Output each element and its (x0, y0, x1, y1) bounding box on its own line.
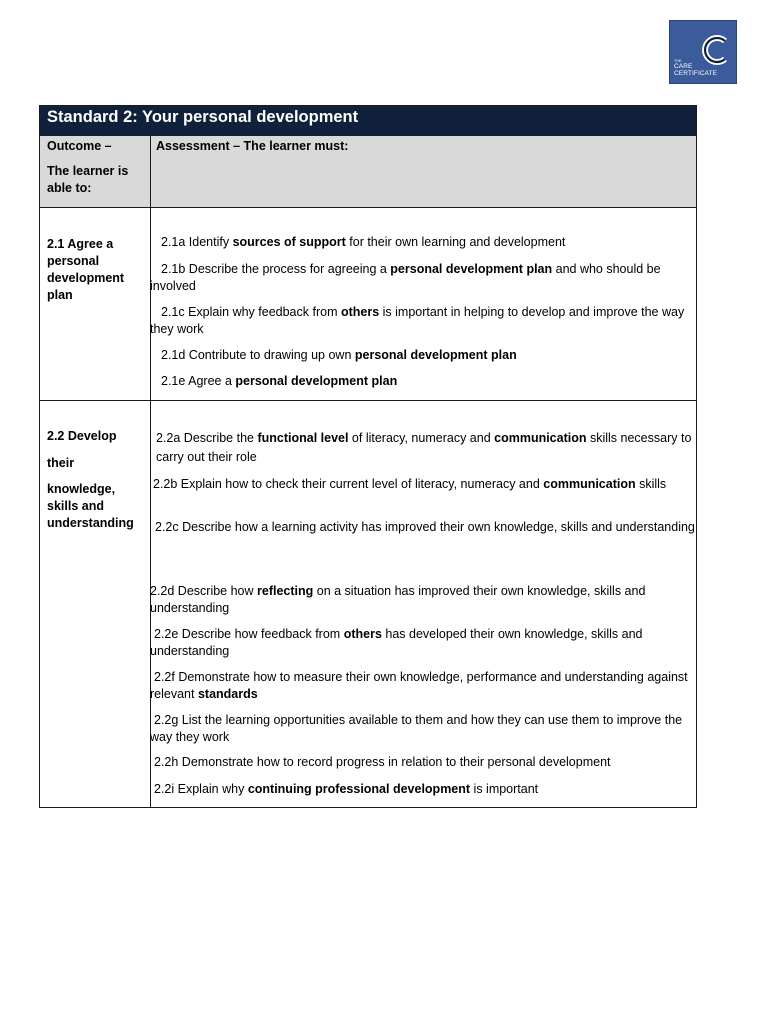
criterion-2-2b: 2.2b Explain how to check their current level of literacy, numeracy and communication skills (153, 477, 667, 491)
criterion-2-2h: 2.2h Demonstrate how to record progress in relation to their personal development (154, 755, 611, 769)
logo-text (674, 59, 717, 77)
assessment-header: Assessment – The learner must: (156, 139, 349, 153)
criterion-2-1b: 2.1b Describe the process for agreeing a personal development plan and who should be involved (150, 262, 661, 293)
criterion-2-2i: 2.2i Explain why continuing professional development is important (154, 782, 539, 796)
table-header-row (40, 136, 696, 208)
key-term: communication (543, 477, 636, 491)
key-term: continuing professional development (247, 782, 471, 796)
key-term: communication (494, 431, 587, 445)
logo-the: THE (674, 59, 682, 63)
outcome-header-line2: The learner is able to: (47, 164, 129, 195)
key-term: personal development plan (390, 262, 553, 276)
criterion-2-2d: 2.2d Describe how reflecting on a situation has improved their own knowledge, skills and understanding (150, 584, 646, 615)
care-certificate-logo (669, 20, 737, 84)
logo-care: CARE (674, 63, 693, 70)
criterion-2-2f: 2.2f Demonstrate how to measure their own knowledge, performance and understanding against relevant standards (150, 670, 688, 701)
criterion-2-2g: 2.2g List the learning opportunities available to them and how they can use them to improve the way they work (150, 713, 683, 744)
key-term: others (340, 305, 380, 319)
criterion-2-1d: 2.1d Contribute to drawing up own personal development plan (161, 348, 517, 362)
outcome-2-2-line1: 2.2 Develop (47, 429, 117, 443)
criterion-2-1e: 2.1e Agree a personal development plan (161, 374, 398, 388)
criterion-2-2e: 2.2e Describe how feedback from others has developed their own knowledge, skills and understanding (150, 627, 643, 658)
criterion-2-2c: 2.2c Describe how a learning activity has improved their own knowledge, skills and understanding (155, 520, 695, 534)
outcome-2-2 (47, 428, 147, 532)
standard-title: Standard 2: Your personal development (40, 106, 696, 136)
logo-certificate: CERTIFICATE (674, 70, 718, 77)
row-divider (40, 400, 696, 401)
key-term: functional level (257, 431, 349, 445)
key-term: others (343, 627, 382, 641)
key-term: personal development plan (235, 374, 398, 388)
criterion-2-1a: 2.1a Identify sources of support for their own learning and development (161, 235, 566, 249)
outcome-2-2-line3: knowledge, skills and understanding (47, 482, 134, 530)
criterion-2-2a: 2.2a Describe the functional level of literacy, numeracy and communication skills necessary to carry out their role (156, 431, 692, 464)
criterion-2-1c: 2.1c Explain why feedback from others is important in helping to develop and improve the way they work (150, 305, 685, 336)
outcome-header-line1: Outcome – (47, 139, 112, 153)
key-term: standards (197, 686, 258, 701)
outcome-2-2-line2: their (47, 456, 75, 470)
key-term: reflecting (257, 584, 314, 598)
outcome-header (47, 138, 147, 197)
key-term: sources of support (232, 235, 346, 249)
standard-table (39, 105, 697, 808)
outcome-2-1: 2.1 Agree a personal development plan (47, 237, 125, 302)
column-divider (150, 136, 151, 808)
key-term: personal development plan (354, 348, 517, 362)
